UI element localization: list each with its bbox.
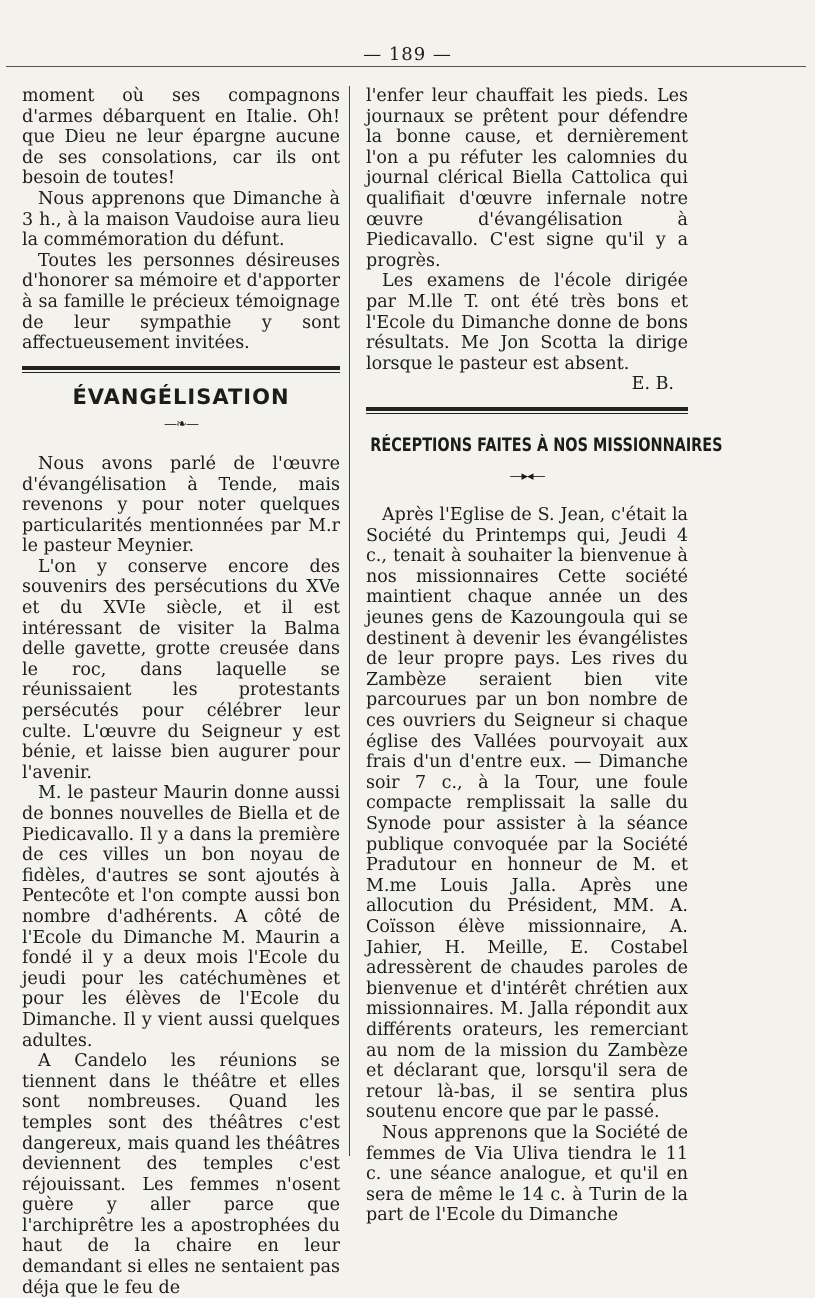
paragraph: Toutes les personnes désireuses d'honorer sa mémoire et d'apporter à sa famille le précieux témoignage de leur sympathie y sont affectueusement invitées. xyxy=(22,250,340,354)
paragraph: Nous apprenons que Dimanche à 3 h., à la maison Vaudoise aura lieu la commémoration du défunt. xyxy=(22,188,340,251)
section-rule xyxy=(366,413,688,414)
signature: E. B. xyxy=(631,374,674,395)
paragraph: l'enfer leur chauffait les pieds. Les journaux se prêtent pour défendre la bonne cause, et dernièrement l'on a pu réfuter les calomnies du journal clérical Biella Cattolica qui qualifiait d'œuvre infernale notre œuvre d'évangélisation à Piedicavallo. C'est signe qu'il y a progrès. xyxy=(366,86,688,271)
column-divider xyxy=(349,86,350,1156)
header-rule xyxy=(6,66,806,67)
paragraph: M. le pasteur Maurin donne aussi de bonnes nouvelles de Biella et de Piedicavallo. Il y a dans la première de ces villes un bon noyau de fidèles, d'autres se sont ajoutés à Pentecôte et l'on compte aussi bon nombre d'adhérents. A côté de l'Ecole du Dimanche M. Maurin a fondé il y a deux mois l'Ecole du jeudi pour les catéchumènes et pour les élèves de l'Ecole du Dimanche. Il y vient aussi quelques adultes. xyxy=(22,783,340,1051)
paragraph: Nous apprenons que la Société de femmes de Via Uliva tiendra le 11 c. une séance analogue, et qu'il en sera de même le 14 c. à Turin de la part de l'Ecole du Dimanche xyxy=(366,1122,688,1226)
section-rule xyxy=(22,366,340,370)
section-rule xyxy=(366,407,688,411)
left-column xyxy=(22,86,340,1298)
paragraph: L'on y conserve encore des souvenirs des persécutions du XVe et du XVIe siècle, et il est intéressant de visiter la Balma delle gavette, grotte creusée dans le roc, dans laquelle se réunissaient les protestants persécutés pour célébrer leur culte. L'œuvre du Seigneur y est bénie, et laisse bien augurer pour l'avenir. xyxy=(22,556,340,783)
section-rule xyxy=(22,372,340,373)
paragraph: moment où ses compagnons d'armes débarquent en Italie. Oh! que Dieu ne leur épargne aucune de ses consolations, car ils ont besoin de toutes! xyxy=(22,86,340,189)
paragraph: Après l'Eglise de S. Jean, c'était la Société du Printemps qui, Jeudi 4 c., tenait à souhaiter la bienvenue à nos missionnaires Cette société maintient chaque année un des jeunes gens de Kazoungoula qui se destinent à devenir les évangélistes de leur propre pays. Les rives du Zambèze seraient bien vite parcourues par un bon nombre de ces ouvriers du Seigneur si chaque église des Vallées pourvoyait aux frais d'un d'entre eux. — Dimanche soir 7 c., à la Tour, une foule compacte remplissait la salle du Synode pour assister à la séance publique convoquée par la Société Pradutour en honneur de M. et M.me Louis Jalla. Après une allocution du Président, MM. A. Coïsson élève missionnaire, A. Jahier, H. Meille, E. Costabel adressèrent de chaudes paroles de bienvenue et d'intérêt chrétien aux missionnaires. M. Jalla répondit aux différents orateurs, les remerciant au nom de la mission du Zambèze et déclarant que, lorsqu'il sera de retour là-bas, il se sentira plus soutenu encore que par le passé. xyxy=(366,505,688,1123)
section-heading-receptions: RÉCEPTIONS FAITES À NOS MISSIONNAIRES xyxy=(370,434,723,456)
paragraph: Nous avons parlé de l'œuvre d'évangélisation à Tende, mais revenons y pour noter quelques particularités mentionnées par M.r le pasteur Meynier. xyxy=(22,453,340,557)
ornament-icon: —❧— xyxy=(164,417,198,433)
paragraph: Les examens de l'école dirigée par M.lle T. ont été très bons et l'Ecole du Dimanche donne de bons résultats. Me Jon Scotta la dirige lorsque le pasteur est absent. xyxy=(366,271,688,374)
right-column xyxy=(366,86,723,1226)
section-heading-evangelisation: ÉVANGÉLISATION xyxy=(72,384,290,409)
ornament-icon: —▸◂— xyxy=(509,468,545,484)
page-number: — 189 — xyxy=(363,44,452,65)
paragraph: A Candelo les réunions se tiennent dans le théâtre et elles sont nombreuses. Quand les temples sont des théâtres c'est dangereux, mais quand les théâtres deviennent des temples c'est réjouissant. Les femmes n'osent guère y aller parce que l'archiprêtre les a apostrophées du haut de la chaire en leur demandant si elles ne sentaient pas déja que le feu de xyxy=(22,1051,340,1298)
